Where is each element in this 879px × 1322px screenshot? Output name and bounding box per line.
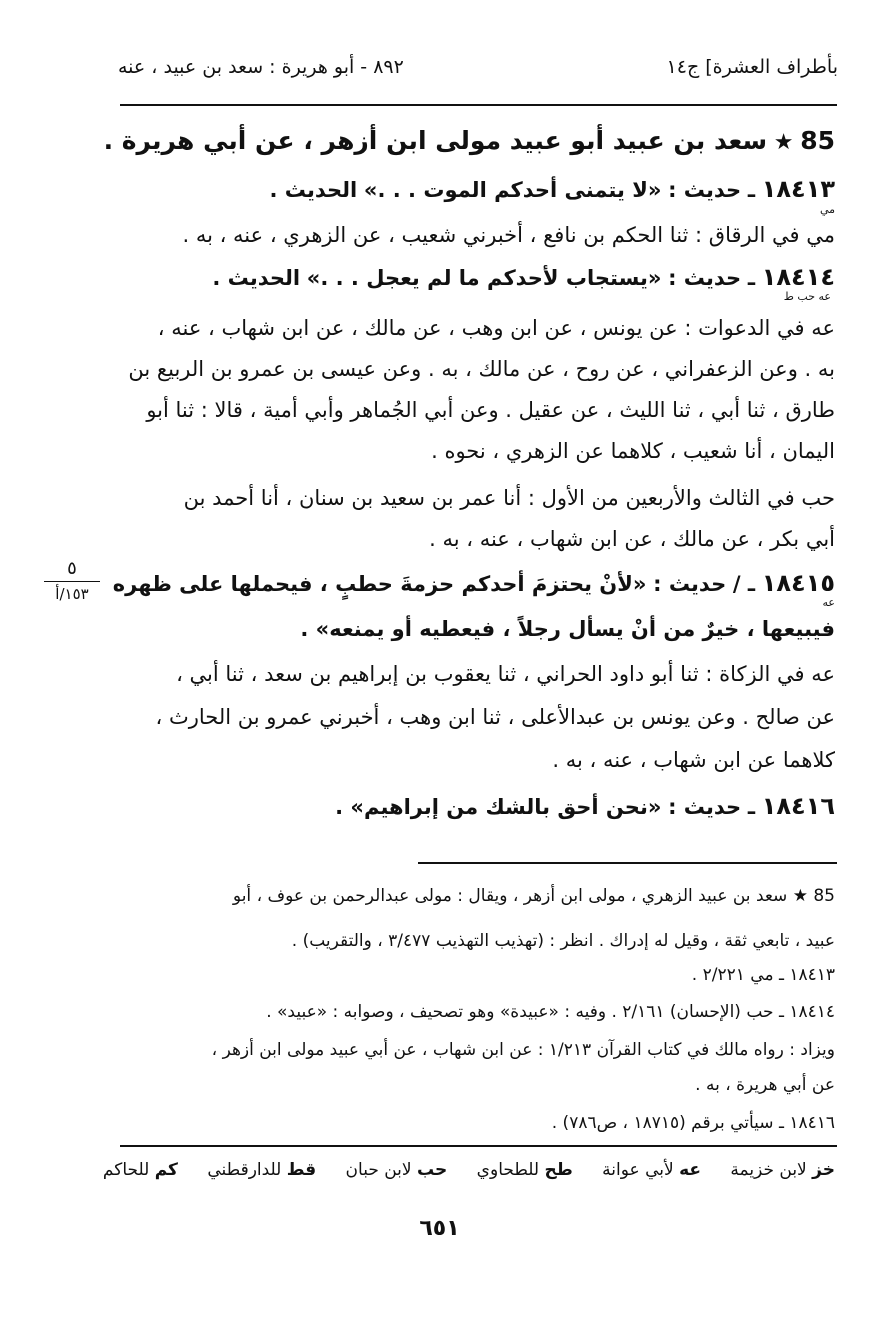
page-number: ٦٥١ — [419, 1216, 460, 1241]
margin-note-divider — [44, 581, 100, 582]
header-book-title: بأطراف العشرة] ج١٤ — [666, 56, 838, 78]
hadith-number: ١٨٤١٣ — [761, 175, 835, 203]
footnote-line: عبيد ، تابعي ثقة ، وقيل له إدراك . انظر : (تهذيب التهذيب ٣/٤٧٧ ، والتقريب) . — [291, 931, 835, 951]
abbreviations-key — [79, 1160, 835, 1180]
abbreviation-item: طح للطحاوي — [476, 1160, 573, 1180]
hadith-dash: ـ — [747, 795, 756, 819]
hadith-label: حديث : — [668, 178, 742, 202]
isnad-line: أبي بكر ، عن مالك ، عن ابن شهاب ، عنه ، به . — [429, 527, 835, 551]
isnad-line: عه في الزكاة : ثنا أبو داود الحراني ، ثنا يعقوب بن إبراهيم بن سعد ، ثنا أبي ، — [176, 662, 835, 686]
hadith-number: ١٨٤١٥ — [761, 569, 835, 597]
margin-folio-note — [40, 560, 104, 603]
hadith-label: حديث : — [668, 266, 742, 290]
footnote-line: ١٨٤١٤ ـ حب (الإحسان) ٢/١٦١ . وفيه : «عبيدة» وهو تصحيف ، وصوابه : «عبيد» . — [266, 1002, 835, 1022]
footnote-line: 85 ★ سعد بن عبيد الزهري ، مولى ابن أزهر ، ويقال : مولى عبدالرحمن بن عوف ، أبو — [232, 886, 835, 906]
footnote-line: ١٨٤١٦ ـ سيأتي برقم (١٨٧١٥ ، ص٧٨٦) . — [551, 1113, 835, 1133]
hadith-number: ١٨٤١٤ — [761, 263, 835, 291]
abbreviation-item: حب لابن حبان — [345, 1160, 448, 1180]
footnote-separator — [418, 862, 837, 864]
isnad-line: عن صالح . وعن يونس بن عبدالأعلى ، ثنا ابن وهب ، أخبرني عمرو بن الحارث ، — [155, 705, 835, 729]
hadith-label: حديث : — [668, 795, 742, 819]
abbreviation-item: خز لابن خزيمة — [730, 1160, 835, 1180]
hadith-label: حديث : — [653, 572, 727, 596]
hadith-siglum: عه حب ط — [783, 290, 831, 303]
footnote-line: ١٨٤١٣ ـ مي ٢/٢٢١ . — [691, 965, 835, 985]
hadith-dash: ـ — [747, 178, 756, 202]
hadith-matn-continued: فيبيعها ، خيرٌ من أنْ يسأل رجلاً ، فيعطيه أو يمنعه» . — [300, 617, 835, 641]
hadith-heading-18415 — [113, 566, 835, 601]
header-rule — [120, 104, 837, 106]
hadith-matn: «نحن أحق بالشك من إبراهيم» . — [335, 795, 662, 819]
star-icon: ★ — [773, 130, 794, 155]
abbreviations-rule — [120, 1145, 837, 1147]
hadith-matn: «يستجاب لأحدكم ما لم يعجل . . .» — [306, 266, 662, 290]
isnad-line: اليمان ، أنا شعيب ، كلاهما عن الزهري ، نحوه . — [431, 439, 835, 463]
hadith-matn: «لأنْ يحتزمَ أحدكم حزمةَ حطبٍ ، فيحملها على ظهره — [112, 572, 647, 596]
hadith-heading-18413 — [269, 172, 835, 207]
isnad-line: عه في الدعوات : عن يونس ، عن ابن وهب ، عن مالك ، عن ابن شهاب ، عنه ، — [157, 316, 835, 340]
hadith-dash: ـ — [747, 266, 756, 290]
entry-number: 85 — [800, 126, 835, 155]
hadith-tail: الحديث . — [269, 178, 358, 202]
isnad-line: به . وعن الزعفراني ، عن روح ، عن مالك ، به . وعن عيسى بن عمرو بن الربيع بن — [128, 357, 835, 381]
hadith-tail: الحديث . — [212, 266, 301, 290]
running-header — [118, 56, 838, 92]
hadith-heading-18416 — [335, 789, 835, 824]
isnad-line: طارق ، ثنا أبي ، ثنا الليث ، عن عقيل . وعن أبي الجُماهر وأبي أمية ، قالا : ثنا أبو — [146, 398, 835, 422]
entry-text: سعد بن عبيد أبو عبيد مولى ابن أزهر ، عن أبي هريرة . — [103, 126, 768, 155]
hadith-matn: «لا يتمنى أحدكم الموت . . .» — [363, 178, 662, 202]
isnad-line: كلاهما عن ابن شهاب ، عنه ، به . — [552, 748, 835, 772]
footnote-line: عن أبي هريرة ، به . — [695, 1075, 835, 1095]
abbreviation-item: كم للحاكم — [102, 1160, 178, 1180]
abbreviation-item: قط للدارقطني — [207, 1160, 317, 1180]
hadith-number: ١٨٤١٦ — [761, 792, 835, 820]
isnad-line: مي في الرقاق : ثنا الحكم بن نافع ، أخبرني شعيب ، عن الزهري ، عنه ، به . — [182, 223, 835, 247]
margin-note-bottom: ١٥٣/أ — [55, 585, 89, 603]
entry-heading — [104, 124, 835, 160]
isnad-line: حب في الثالث والأربعين من الأول : أنا عمر بن سعيد بن سنان ، أنا أحمد بن — [183, 486, 835, 510]
footnote-line: ويزاد : رواه مالك في كتاب القرآن ١/٢١٣ : عن ابن شهاب ، عن أبي عبيد مولى ابن أزهر ، — [211, 1040, 835, 1060]
hadith-siglum: عه — [822, 596, 835, 609]
hadith-heading-18414 — [212, 260, 835, 295]
margin-note-top: ٥ — [67, 558, 77, 579]
abbreviation-item: عه لأبي عوانة — [602, 1160, 702, 1180]
header-page-reference: ٨٩٢ - أبو هريرة : سعد بن عبيد ، عنه — [118, 56, 404, 78]
hadith-dash: ـ / — [732, 572, 756, 596]
hadith-siglum: مي — [819, 203, 835, 216]
